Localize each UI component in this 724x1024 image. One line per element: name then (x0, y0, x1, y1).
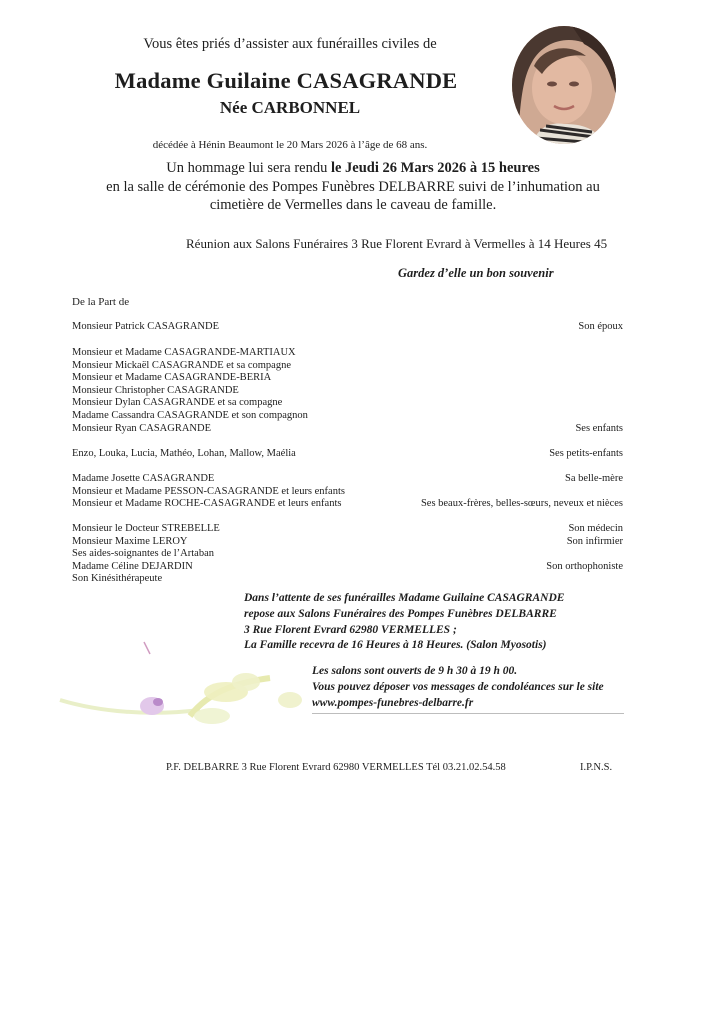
viewing-line: La Famille recevra de 16 Heures à 18 Heures. (Salon Myosotis) (244, 639, 547, 652)
relation-grandchildren: Ses petits-enfants (549, 448, 623, 459)
divider (312, 713, 624, 714)
grandchildren-list (72, 448, 296, 461)
relation-inlaws: Ses beaux-frères, belles-sœurs, neveux et nièces (420, 498, 623, 509)
list-item: Monsieur Christopher CASAGRANDE (72, 384, 239, 396)
viewing-info (244, 591, 564, 654)
remembrance-phrase: Gardez d’elle un bon souvenir (398, 266, 554, 280)
relation-nurse: Son infirmier (566, 536, 623, 547)
list-item: Monsieur Dylan CASAGRANDE et sa compagne (72, 397, 283, 409)
portrait-illustration (512, 26, 616, 144)
viewing-line: repose aux Salons Funéraires des Pompes Funèbres DELBARRE (244, 607, 557, 620)
list-item: Monsieur Maxime LEROY (72, 535, 188, 547)
salons-message: Vous pouvez déposer vos messages de condoléances sur le site (312, 680, 604, 693)
list-item: Monsieur et Madame ROCHE-CASAGRANDE et leurs enfants (72, 498, 342, 510)
relation-spouse: Son époux (578, 321, 623, 332)
website-link[interactable]: www.pompes-funebres-delbarre.fr (312, 696, 474, 709)
list-item: Madame Céline DEJARDIN (72, 560, 193, 572)
portrait-photo (512, 26, 616, 144)
list-item: Monsieur le Docteur STREBELLE (72, 523, 220, 534)
death-notice: décédée à Hénin Beaumont le 20 Mars 2026 à l’âge de 68 ans. (152, 139, 428, 151)
list-item: Monsieur Mickaël CASAGRANDE et sa compagne (72, 359, 292, 371)
relation-doctor: Son médecin (568, 523, 623, 534)
relation-speech-therapist: Son orthophoniste (546, 561, 623, 572)
ceremony-intro: Un hommage lui sera rendu (166, 160, 331, 176)
from-label: De la Part de (72, 296, 130, 308)
relation-mother-in-law: Sa belle-mère (564, 473, 623, 484)
list-item: Madame Josette CASAGRANDE (72, 473, 215, 484)
salons-info (312, 664, 604, 711)
maiden-name: Née CARBONNEL (219, 98, 361, 117)
ceremony-line-3: cimetière de Vermelles dans le caveau de famille. (209, 197, 497, 213)
spouse-list (72, 321, 219, 334)
care-list (72, 523, 220, 586)
list-item: Ses aides-soignantes de l’Artaban (72, 548, 215, 560)
ceremony-line-1 (0, 159, 706, 178)
deceased-name: Madame Guilaine CASAGRANDE (114, 68, 458, 93)
list-item: Monsieur et Madame PESSON-CASAGRANDE et leurs enfants (72, 485, 345, 497)
list-item: Son Kinésithérapeute (72, 573, 163, 585)
relation-children: Ses enfants (575, 423, 623, 434)
footer-ipns: I.P.N.S. (580, 762, 613, 773)
list-item: Madame Cassandra CASAGRANDE et son compagnon (72, 409, 308, 421)
footer-address: P.F. DELBARRE 3 Rue Florent Evrard 62980 VERMELLES Tél 03.21.02.54.58 (166, 762, 506, 773)
intro-text: Vous êtes priés d’assister aux funérailles civiles de (143, 36, 437, 52)
list-item: Monsieur Patrick CASAGRANDE (72, 321, 219, 332)
list-item: Monsieur Ryan CASAGRANDE (72, 422, 211, 434)
ceremony-block (0, 159, 706, 215)
salons-hours: Les salons sont ouverts de 9 h 30 à 19 h 00. (312, 665, 518, 677)
ceremony-date: le Jeudi 26 Mars 2026 à 15 heures (330, 160, 540, 176)
inlaws-list (72, 473, 345, 511)
viewing-line: Dans l’attente de ses funérailles Madame Guilaine CASAGRANDE (244, 592, 565, 604)
list-item: Enzo, Louka, Lucia, Mathéo, Lohan, Mallow, Maélia (72, 448, 296, 459)
list-item: Monsieur et Madame CASAGRANDE-BERIA (72, 372, 272, 384)
viewing-line: 3 Rue Florent Evrard 62980 VERMELLES ; (244, 623, 457, 636)
children-list (72, 347, 308, 435)
ceremony-line-2: en la salle de cérémonie des Pompes Funèbres DELBARRE suivi de l’inhumation au (106, 178, 600, 195)
list-item: Monsieur et Madame CASAGRANDE-MARTIAUX (72, 347, 296, 358)
meeting-notice: Réunion aux Salons Funéraires 3 Rue Florent Evrard à Vermelles à 14 Heures 45 (186, 236, 608, 251)
